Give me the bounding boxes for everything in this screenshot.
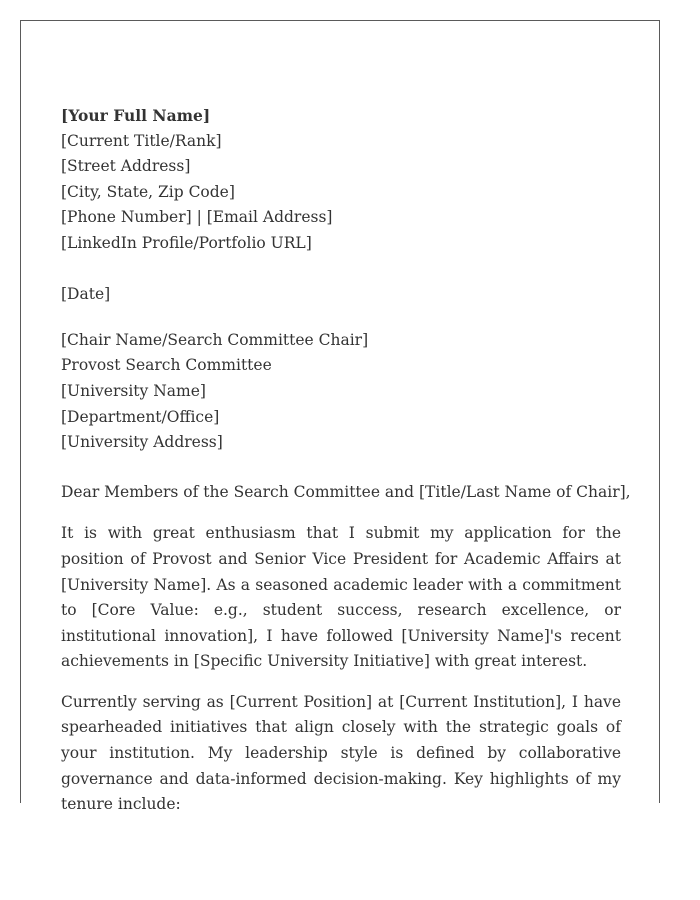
sender-title: [Current Title/Rank] — [61, 131, 222, 150]
salutation: Dear Members of the Search Committee and [Title/Last Name of Chair], — [61, 482, 631, 501]
recipient-block — [61, 328, 621, 456]
sender-contact: [Phone Number] | [Email Address] — [61, 208, 333, 227]
body-paragraph-experience: Currently serving as [Current Position] at [Current Institution], I have spearheaded initiatives that align closely with the strategic goals of your institution. My leadership style is defined by collaborative governance and data-informed decision-making. Key highlights of my tenure include: — [61, 692, 621, 814]
sender-name: [Your Full Name] — [61, 106, 211, 125]
letter-date: [Date] — [61, 285, 111, 304]
sender-profile: [LinkedIn Profile/Portfolio URL] — [61, 233, 312, 252]
recipient-chair: [Chair Name/Search Committee Chair] — [61, 330, 369, 349]
letter-body — [61, 103, 631, 818]
sender-street: [Street Address] — [61, 157, 191, 176]
recipient-address: [University Address] — [61, 433, 223, 452]
sender-block — [61, 103, 621, 257]
recipient-committee: Provost Search Committee — [61, 356, 272, 375]
sender-city: [City, State, Zip Code] — [61, 182, 235, 201]
recipient-department: [Department/Office] — [61, 407, 220, 426]
recipient-university: [University Name] — [61, 381, 206, 400]
body-paragraph-intro: It is with great enthusiasm that I submit my application for the position of Provost and Senior Vice President for Academic Affairs at [University Name]. As a seasoned academic leader with a commitment to [Core Value: e.g., student success, research excellence, or institutional innovation], I have followed [University Name]'s recent achievements in [Specific University Initiative] with great interest. — [61, 524, 621, 671]
letter-page — [20, 20, 660, 814]
